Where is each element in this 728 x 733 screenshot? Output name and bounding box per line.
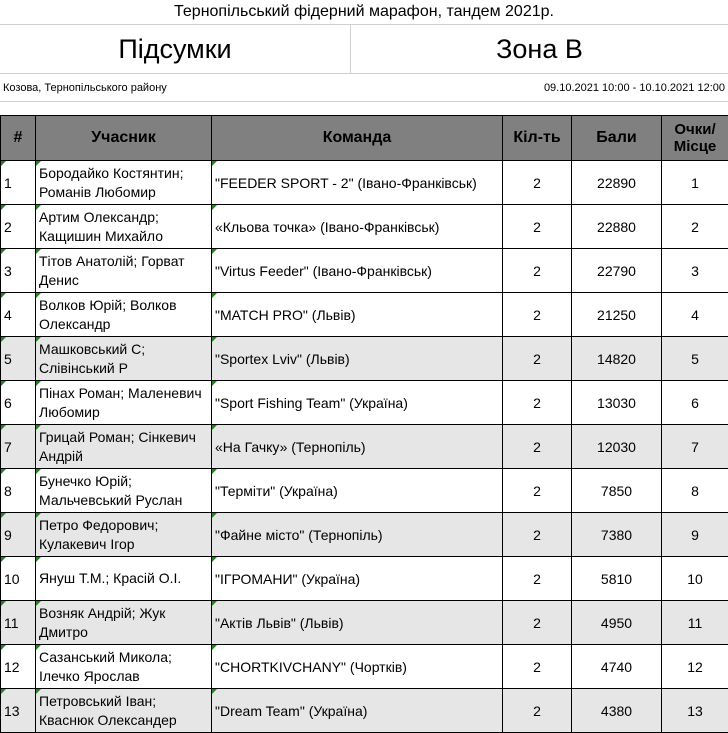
cell-team: "Sportex Lviv" (Львів): [212, 337, 503, 381]
cell-num: 8: [1, 469, 36, 513]
cell-num: 5: [1, 337, 36, 381]
cell-team: «На Гачку» (Тернопіль): [212, 425, 503, 469]
cell-participant: Пінах Роман; Маленевич Любомир: [36, 381, 212, 425]
cell-count: 2: [503, 425, 572, 469]
cell-participant: Возняк Андрій; Жук Дмитро: [36, 601, 212, 645]
cell-points: 21250: [572, 293, 662, 337]
cell-num: 10: [1, 557, 36, 601]
cell-place: 9: [662, 513, 728, 557]
cell-count: 2: [503, 645, 572, 689]
cell-team: «Кльова точка» (Івано-Франківськ): [212, 205, 503, 249]
cell-points: 4740: [572, 645, 662, 689]
column-header-place-line2: Місце: [674, 138, 717, 155]
summary-heading: Підсумки: [0, 25, 351, 73]
cell-participant: Бородайко Костянтин; Романів Любомир: [36, 161, 212, 205]
column-header-num: #: [1, 116, 36, 161]
cell-place: 3: [662, 249, 728, 293]
cell-points: 5810: [572, 557, 662, 601]
cell-participant: Артим Олександр; Кащишин Михайло: [36, 205, 212, 249]
page-title: Тернопільський фідерний марафон, тандем 2021р.: [0, 0, 728, 25]
cell-num: 11: [1, 601, 36, 645]
cell-team: "Dream Team" (Україна): [212, 689, 503, 733]
cell-count: 2: [503, 689, 572, 733]
cell-count: 2: [503, 469, 572, 513]
column-header-participant: Учасник: [36, 116, 212, 161]
cell-points: 7850: [572, 469, 662, 513]
table-row: [1, 601, 728, 645]
meta-row: [0, 74, 728, 102]
table-row: [1, 337, 728, 381]
cell-num: 2: [1, 205, 36, 249]
column-header-place-line1: Очки/: [674, 121, 715, 138]
cell-num: 12: [1, 645, 36, 689]
column-header-place: [662, 116, 728, 161]
cell-participant: Грицай Роман; Сінкевич Андрій: [36, 425, 212, 469]
spacer: [0, 102, 728, 115]
cell-place: 5: [662, 337, 728, 381]
table-row: [1, 249, 728, 293]
cell-place: 7: [662, 425, 728, 469]
heading-row: [0, 25, 728, 74]
cell-num: 9: [1, 513, 36, 557]
cell-participant: Волков Юрій; Волков Олександр: [36, 293, 212, 337]
cell-num: 1: [1, 161, 36, 205]
cell-participant: Петровський Іван; Кваснюк Олександер: [36, 689, 212, 733]
cell-participant: Сазанський Микола; Ілечко Ярослав: [36, 645, 212, 689]
cell-team: "Sport Fishing Team" (Україна): [212, 381, 503, 425]
cell-points: 22890: [572, 161, 662, 205]
cell-count: 2: [503, 293, 572, 337]
cell-points: 22790: [572, 249, 662, 293]
column-header-points: Бали: [572, 116, 662, 161]
cell-participant: Машковський С; Слівінський Р: [36, 337, 212, 381]
table-row: [1, 469, 728, 513]
cell-count: 2: [503, 513, 572, 557]
cell-place: 13: [662, 689, 728, 733]
cell-count: 2: [503, 381, 572, 425]
cell-count: 2: [503, 205, 572, 249]
cell-points: 7380: [572, 513, 662, 557]
table-row: [1, 513, 728, 557]
table-row: [1, 425, 728, 469]
column-header-team: Команда: [212, 116, 503, 161]
cell-place: 8: [662, 469, 728, 513]
table-row: [1, 205, 728, 249]
results-body: [1, 161, 728, 733]
cell-team: "Virtus Feeder" (Івано-Франківськ): [212, 249, 503, 293]
cell-team: "Файне місто" (Тернопіль): [212, 513, 503, 557]
cell-count: 2: [503, 557, 572, 601]
zone-heading: Зона B: [351, 25, 728, 73]
table-row: [1, 381, 728, 425]
cell-place: 10: [662, 557, 728, 601]
cell-place: 2: [662, 205, 728, 249]
location-label: Козова, Тернопільського району: [3, 82, 167, 94]
cell-participant: Бунечко Юрій; Мальчевський Руслан: [36, 469, 212, 513]
cell-team: "MATCH PRO" (Львів): [212, 293, 503, 337]
table-row: [1, 293, 728, 337]
table-header-row: [1, 116, 728, 161]
cell-place: 6: [662, 381, 728, 425]
cell-count: 2: [503, 337, 572, 381]
table-row: [1, 557, 728, 601]
cell-num: 7: [1, 425, 36, 469]
cell-points: 4380: [572, 689, 662, 733]
results-table: [0, 115, 728, 733]
cell-points: 14820: [572, 337, 662, 381]
cell-points: 4950: [572, 601, 662, 645]
cell-place: 4: [662, 293, 728, 337]
cell-place: 12: [662, 645, 728, 689]
cell-team: "Терміти" (Україна): [212, 469, 503, 513]
cell-count: 2: [503, 249, 572, 293]
cell-place: 11: [662, 601, 728, 645]
cell-team: "CHORTKIVCHANY" (Чортків): [212, 645, 503, 689]
cell-points: 13030: [572, 381, 662, 425]
table-row: [1, 161, 728, 205]
cell-count: 2: [503, 161, 572, 205]
cell-team: "ІГРОМАНИ" (Україна): [212, 557, 503, 601]
cell-participant: Януш Т.М.; Красій О.І.: [36, 557, 212, 601]
cell-num: 6: [1, 381, 36, 425]
table-row: [1, 689, 728, 733]
cell-points: 22880: [572, 205, 662, 249]
table-row: [1, 645, 728, 689]
cell-team: "Актів Львів" (Львів): [212, 601, 503, 645]
cell-participant: Петро Федорович; Кулакевич Ігор: [36, 513, 212, 557]
cell-num: 4: [1, 293, 36, 337]
cell-team: "FEEDER SPORT - 2" (Івано-Франківськ): [212, 161, 503, 205]
cell-num: 13: [1, 689, 36, 733]
dates-label: 09.10.2021 10:00 - 10.10.2021 12:00: [544, 82, 725, 94]
cell-num: 3: [1, 249, 36, 293]
cell-count: 2: [503, 601, 572, 645]
cell-participant: Тітов Анатолій; Горват Денис: [36, 249, 212, 293]
cell-place: 1: [662, 161, 728, 205]
column-header-count: Кіл-ть: [503, 116, 572, 161]
cell-points: 12030: [572, 425, 662, 469]
